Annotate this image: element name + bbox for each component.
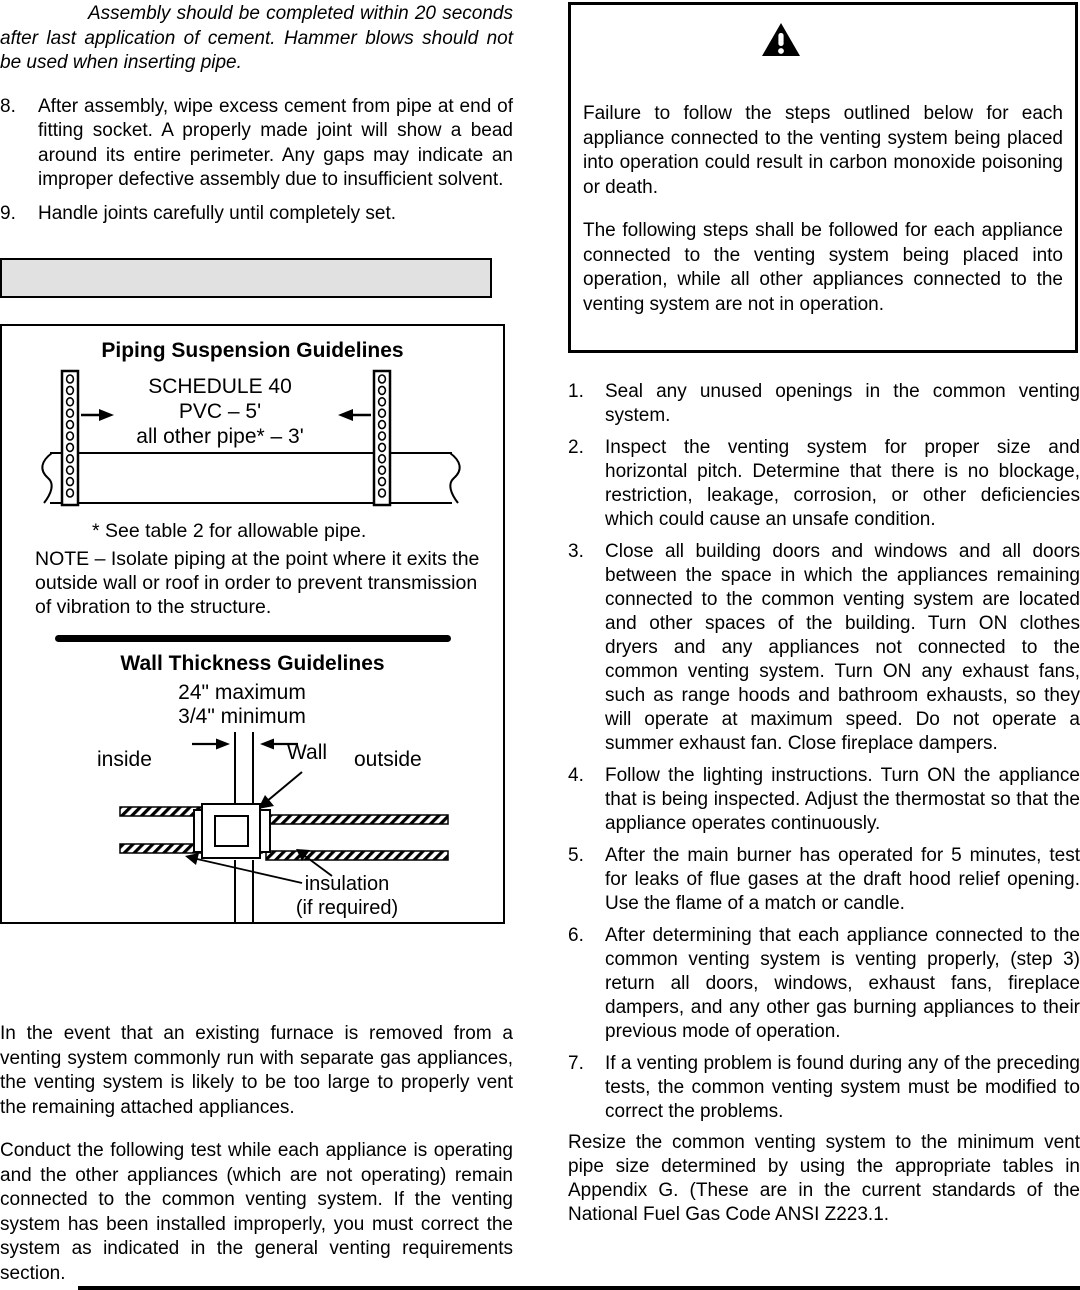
paragraph-conduct-test: Conduct the following test while each appliance is operating and the other appliances (which are not operating) remain connected to the common venting system. If the venting system has been installed improperly, you must correct the system as indicated in the general venting requirements section. xyxy=(0,1140,513,1284)
step-text: Seal any unused openings in the common venting system. xyxy=(605,381,1080,426)
piping-suspension-diagram xyxy=(2,363,503,518)
step-text: Follow the lighting instructions. Turn ON the appliance that is being inspected. Adjust the thermostat so that the appliance operates continuously. xyxy=(605,765,1080,834)
step-text: Inspect the venting system for proper size and horizontal pitch. Determine that there is no blockage, restriction, leakage, corrosion, or other deficiencies which could cause an unsafe condition. xyxy=(605,437,1080,530)
step-4 xyxy=(568,764,1080,836)
spacing-arrow-right-icon xyxy=(81,409,114,421)
warning-icon-row xyxy=(761,22,1063,60)
step-3 xyxy=(568,540,1080,756)
pipe-graphic xyxy=(42,453,459,503)
step-number: 4. xyxy=(568,765,584,786)
step-2 xyxy=(568,436,1080,532)
list-item-8 xyxy=(0,95,513,193)
paragraph-resize-venting: Resize the common venting system to the minimum vent pipe size determined by using the appropriate tables in Appendix G. (These are in the current standards of the National Fuel Gas Code ANSI Z223.1. xyxy=(568,1132,1080,1225)
wall-arrow-right-icon xyxy=(192,739,230,750)
insulation-label-line2: (if required) xyxy=(295,897,399,919)
figure-divider xyxy=(55,635,451,642)
step-6 xyxy=(568,924,1080,1044)
list-item-9 xyxy=(0,202,513,227)
figure-title-piping-suspension: Piping Suspension Guidelines xyxy=(101,339,404,362)
figure-box xyxy=(0,324,505,924)
venting-steps-list xyxy=(568,380,1080,1124)
right-column xyxy=(568,0,1080,1246)
list-number: 8. xyxy=(0,95,16,117)
wall-pointer-arrow-icon xyxy=(258,772,302,809)
suspension-label-line2: PVC – 5' xyxy=(178,400,262,423)
left-column xyxy=(0,0,513,1290)
step-text: Close all building doors and windows and all doors between the space in which the appliances remaining connected to the common venting system are located and other spaces of the building. Turn ON clothes dryers and any appliances not connected to the common venting system. Turn ON any exhaust fans, such as range hoods and bathroom exhausts, so they will operate at maximum speed. Do not operate a summer exhaust fan. Close fireplace dampers. xyxy=(605,541,1080,754)
step-number: 1. xyxy=(568,381,584,402)
list-text: Handle joints carefully until completely set. xyxy=(38,202,397,224)
step-text: After determining that each appliance connected to the common venting system is venting properly, (step 3) return all doors, windows, exhaust fans, fireplace dampers, and any other gas burning appliances to their previous mode of operation. xyxy=(605,925,1080,1042)
figure-title-wall-thickness: Wall Thickness Guidelines xyxy=(120,652,385,675)
insulation-hatch-strips xyxy=(120,807,448,860)
warning-triangle-icon xyxy=(761,22,801,58)
figure-note: NOTE – Isolate piping at the point where it exits the outside wall or roof in order to prevent transmission of vibration to the structure. xyxy=(35,548,480,618)
insulation-label-line1: insulation xyxy=(304,873,390,895)
pipe-coupling xyxy=(194,804,270,858)
inside-label: inside xyxy=(97,748,152,771)
spacing-arrow-left-icon xyxy=(338,409,371,421)
figure-footnote: * See table 2 for allowable pipe. xyxy=(92,520,367,542)
cutoff-bottom-rule xyxy=(78,1286,1080,1290)
step-number: 2. xyxy=(568,437,584,458)
step-1 xyxy=(568,380,1080,428)
step-text: After the main burner has operated for 5 minutes, test for leaks of flue gases at the draft hood relief opening. Use the flame of a match or candle. xyxy=(605,845,1080,914)
step-7 xyxy=(568,1052,1080,1124)
list-text: After assembly, wipe excess cement from pipe at end of fitting socket. A properly made joint will show a bead around its entire perimeter. Any gaps may indicate an improper defective assembly due to insufficient solvent. xyxy=(38,95,513,190)
suspension-label-line3: all other pipe* – 3' xyxy=(136,425,304,448)
outside-label: outside xyxy=(354,748,422,771)
step-number: 5. xyxy=(568,845,584,866)
warning-box xyxy=(568,2,1078,353)
warning-paragraph-1: Failure to follow the steps outlined below for each appliance connected to the venting system being placed into operation could result in carbon monoxide poisoning or death. xyxy=(583,103,1063,198)
list-number: 9. xyxy=(0,202,16,224)
wall-thickness-diagram xyxy=(2,676,503,924)
wall-dimension-min: 3/4" minimum xyxy=(178,705,306,728)
step-number: 7. xyxy=(568,1053,584,1074)
paragraph-existing-furnace: In the event that an existing furnace is removed from a venting system commonly run with separate gas appliances, the venting system is likely to be too large to properly vent the remaining attached appliances. xyxy=(0,1023,513,1118)
intro-paragraph: Assembly should be completed within 20 seconds after last application of cement. Hammer blows should not be used when inserting pipe. xyxy=(0,3,513,73)
warning-paragraph-2: The following steps shall be followed for each appliance connected to the venting system being placed into operation, while all other appliances connected to the venting system are not in operation. xyxy=(583,220,1063,315)
step-text: If a venting problem is found during any of the preceding tests, the common venting system must be modified to correct the problems. xyxy=(605,1053,1080,1122)
wall-dimension-max: 24" maximum xyxy=(178,681,306,704)
blank-gray-heading-bar xyxy=(0,258,492,298)
wall-label: Wall xyxy=(286,741,328,764)
step-5 xyxy=(568,844,1080,916)
hanger-strap-right xyxy=(374,371,390,505)
suspension-label-line1: SCHEDULE 40 xyxy=(148,375,292,398)
step-number: 3. xyxy=(568,541,584,562)
hanger-strap-left xyxy=(62,371,78,505)
step-number: 6. xyxy=(568,925,584,946)
